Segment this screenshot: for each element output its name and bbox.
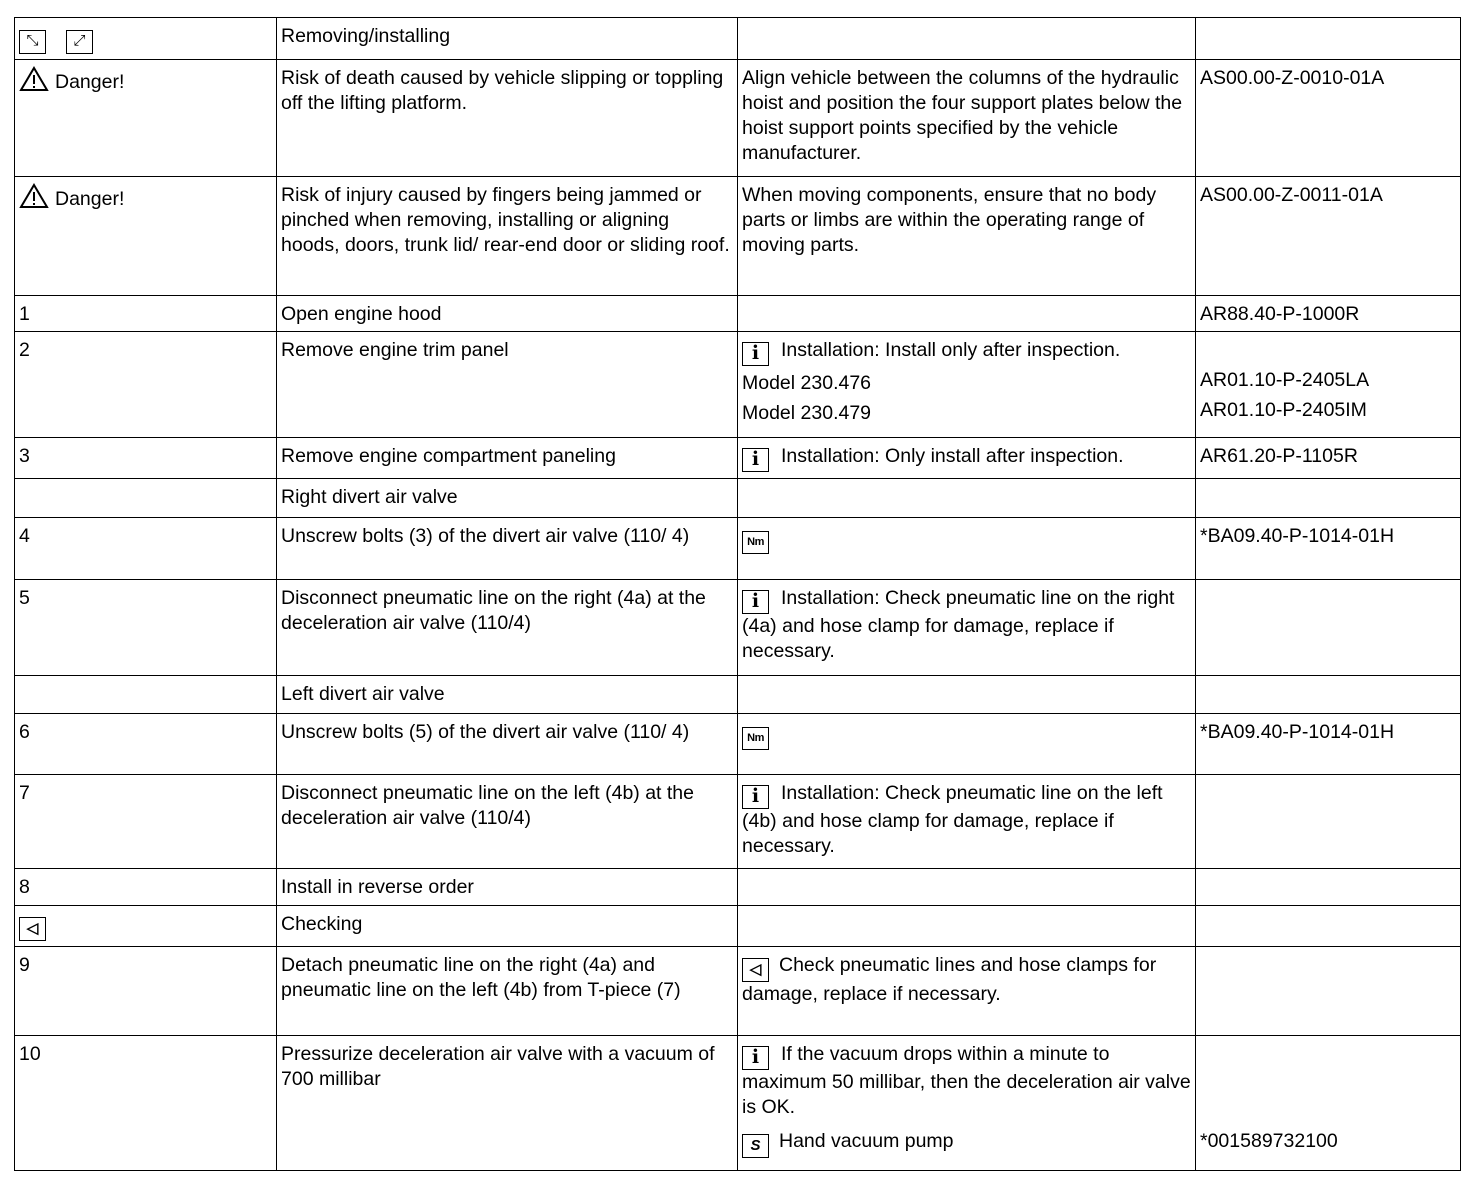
step-text: Unscrew bolts (3) of the divert air valve (110/ 4) (277, 518, 738, 580)
risk-text: Risk of death caused by vehicle slipping or toppling off the lifting platform. (277, 60, 738, 177)
step-text: Detach pneumatic line on the right (4a) and pneumatic line on the left (4b) from T-piece (7) (277, 947, 738, 1036)
step-number: 4 (15, 518, 277, 580)
model-label: Model 230.476 (742, 372, 872, 394)
table-row (15, 580, 1461, 676)
table-row (15, 676, 1461, 714)
info-icon: i (742, 448, 769, 472)
expand-icon: ⤢ (66, 30, 93, 54)
subsection-title: Right divert air valve (277, 479, 738, 518)
table-row (15, 332, 1461, 438)
check-icon: ◁ (19, 917, 46, 941)
table-row (15, 177, 1461, 296)
info-icon: i (742, 590, 769, 614)
reference-link[interactable]: AS00.00-Z-0011-01A (1196, 177, 1461, 296)
step-number: 10 (15, 1036, 277, 1171)
step-number: 6 (15, 714, 277, 775)
measure-text: Align vehicle between the columns of the hydraulic hoist and position the four support plates below the hoist support points specified by the vehicle manufacturer. (738, 60, 1196, 177)
table-row (15, 518, 1461, 580)
danger-label: Danger! (55, 71, 125, 93)
reference-link[interactable]: AS00.00-Z-0010-01A (1196, 60, 1461, 177)
warning-icon (19, 183, 49, 209)
torque-icon: Nm (742, 727, 769, 750)
reference-link[interactable]: AR88.40-P-1000R (1196, 296, 1461, 332)
danger-label: Danger! (55, 188, 125, 210)
info-icon: i (742, 342, 769, 366)
step-text: Unscrew bolts (5) of the divert air valve (110/ 4) (277, 714, 738, 775)
step-number: 3 (15, 438, 277, 479)
subsection-title: Checking (277, 906, 738, 947)
table-row (15, 869, 1461, 906)
step-number: 5 (15, 580, 277, 676)
step-number: 8 (15, 869, 277, 906)
table-row (15, 438, 1461, 479)
step-text: Disconnect pneumatic line on the left (4b) at the deceleration air valve (110/4) (277, 775, 738, 869)
info-note: Installation: Check pneumatic line on the right (4a) and hose clamp for damage, replace if necessary. (742, 587, 1175, 662)
risk-text: Risk of injury caused by fingers being jammed or pinched when removing, installing or aligning hoods, doors, trunk lid/ rear-end door or sliding roof. (277, 177, 738, 296)
table-row (15, 775, 1461, 869)
reference-link[interactable]: AR61.20-P-1105R (1196, 438, 1461, 479)
table-row (15, 60, 1461, 177)
table-row (15, 18, 1461, 60)
step-text: Install in reverse order (277, 869, 738, 906)
warning-icon (19, 66, 49, 92)
shrink-icon: ⤡ (19, 30, 46, 54)
procedure-table (14, 17, 1461, 1171)
check-note: Check pneumatic lines and hose clamps for damage, replace if necessary. (742, 954, 1157, 1005)
reference-link[interactable]: AR01.10-P-2405IM (1200, 399, 1367, 421)
table-row (15, 296, 1461, 332)
reference-link[interactable]: *BA09.40-P-1014-01H (1196, 714, 1461, 775)
table-row (15, 947, 1461, 1036)
reference-link[interactable]: *BA09.40-P-1014-01H (1196, 518, 1461, 580)
tool-reference-link[interactable]: *001589732100 (1200, 1130, 1338, 1152)
model-label: Model 230.479 (742, 402, 872, 424)
step-text: Pressurize deceleration air valve with a vacuum of 700 millibar (277, 1036, 738, 1171)
step-number: 9 (15, 947, 277, 1036)
check-icon: ◁ (742, 958, 769, 982)
step-text: Remove engine compartment paneling (277, 438, 738, 479)
step-text: Open engine hood (277, 296, 738, 332)
step-number: 1 (15, 296, 277, 332)
info-icon: i (742, 1046, 769, 1070)
tool-icon: S (742, 1134, 769, 1158)
table-row (15, 1036, 1461, 1171)
tool-label: Hand vacuum pump (779, 1130, 954, 1152)
torque-icon: Nm (742, 531, 769, 554)
step-number: 2 (15, 332, 277, 438)
info-note: If the vacuum drops within a minute to maximum 50 millibar, then the deceleration air valve is OK. (742, 1043, 1191, 1118)
info-note: Installation: Only install after inspection. (781, 445, 1124, 467)
step-number: 7 (15, 775, 277, 869)
measure-text: When moving components, ensure that no body parts or limbs are within the operating range of moving parts. (738, 177, 1196, 296)
subsection-title: Left divert air valve (277, 676, 738, 714)
info-note: Installation: Install only after inspection. (781, 339, 1121, 361)
table-row (15, 714, 1461, 775)
info-icon: i (742, 785, 769, 809)
step-text: Disconnect pneumatic line on the right (4a) at the deceleration air valve (110/4) (277, 580, 738, 676)
table-row (15, 479, 1461, 518)
step-text: Remove engine trim panel (277, 332, 738, 438)
table-row (15, 906, 1461, 947)
info-note: Installation: Check pneumatic line on the left (4b) and hose clamp for damage, replace if necessary. (742, 782, 1163, 857)
reference-link[interactable]: AR01.10-P-2405LA (1200, 369, 1370, 391)
section-title: Removing/installing (277, 18, 738, 60)
